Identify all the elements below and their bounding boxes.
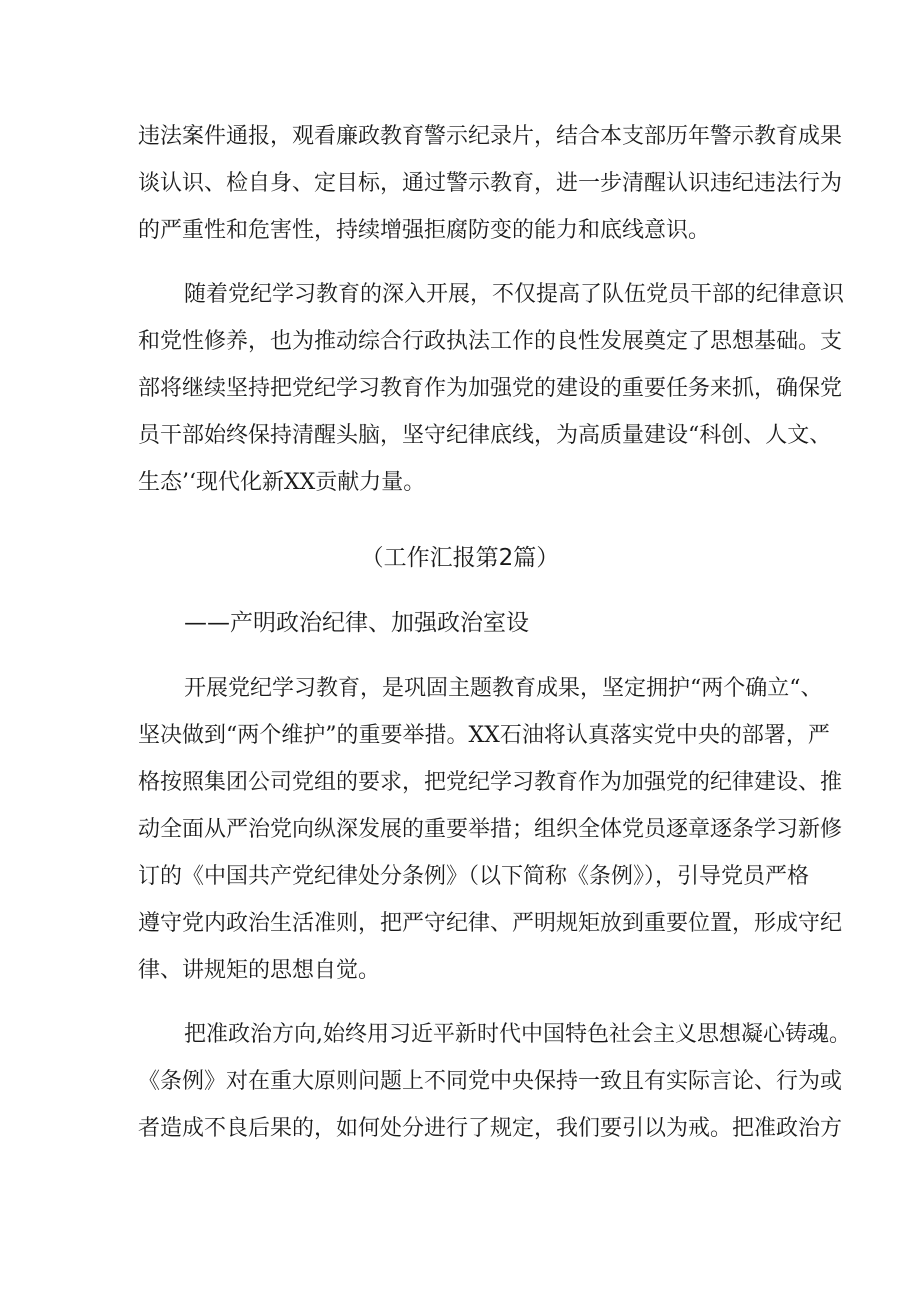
paragraph-line: 《条例》对在重大原则问题上不同党中央保持一致且有实际言论、行为或 [138, 1069, 843, 1094]
paragraph-line: 格按照集团公司党组的要求，把党纪学习教育作为加强党的纪律建设、推 [138, 770, 843, 795]
section-title: （工作汇报第2篇） [360, 545, 560, 571]
paragraph-line: 谈认识、检自身、定目标，通过警示教育，进一步清醒认识违纪违法行为 [138, 171, 843, 196]
paragraph-line: 者造成不良后果的，如何处分进行了规定，我们要引以为戒。把准政治方 [138, 1116, 843, 1141]
paragraph-line: 把准政治方向,始终用习近平新时代中国特色社会主义思想凝心铸魂。 [184, 1022, 851, 1047]
paragraph-line: 员干部始终保持清醒头脑，坚守纪律底线，为高质量建设“科创、人文、 [138, 423, 832, 448]
paragraph-line: 遵守党内政治生活准则，把严守纪律、严明规矩放到重要位置，形成守纪 [138, 911, 843, 936]
paragraph-line: 律、讲规矩的思想自觉。 [138, 958, 381, 983]
paragraph-line: 订的《中国共产党纪律处分条例》（以下简称《条例》），引导党员严格 [138, 864, 810, 889]
section-subtitle: ——产明政治纪律、加强政治室设 [184, 610, 529, 636]
paragraph-line: 违法案件通报，观看廉政教育警示纪录片，结合本支部历年警示教育成果 [138, 124, 843, 149]
paragraph-line: 动全面从严治党向纵深发展的重要举措；组织全体党员逐章逐条学习新修 [138, 817, 843, 842]
paragraph-line: 部将继续坚持把党纪学习教育作为加强党的建设的重要任务来抓，确保党 [138, 376, 843, 401]
paragraph-line: 生态’‘现代化新XX贡献力量。 [138, 470, 426, 495]
paragraph-line: 的严重性和危害性，持续增强拒腐防变的能力和底线意识。 [138, 218, 711, 243]
paragraph-line: 坚决做到“两个维护”的重要举措。XX石油将认真落实党中央的部署，严 [138, 723, 830, 748]
paragraph-line: 开展党纪学习教育，是巩固主题教育成果，坚定拥护“两个确立“、 [184, 676, 823, 701]
paragraph-line: 和党性修养，也为推动综合行政执法工作的良性发展奠定了思想基础。支 [138, 329, 843, 354]
paragraph-line: 随着党纪学习教育的深入开展，不仅提高了队伍党员干部的纪律意识 [184, 282, 845, 307]
